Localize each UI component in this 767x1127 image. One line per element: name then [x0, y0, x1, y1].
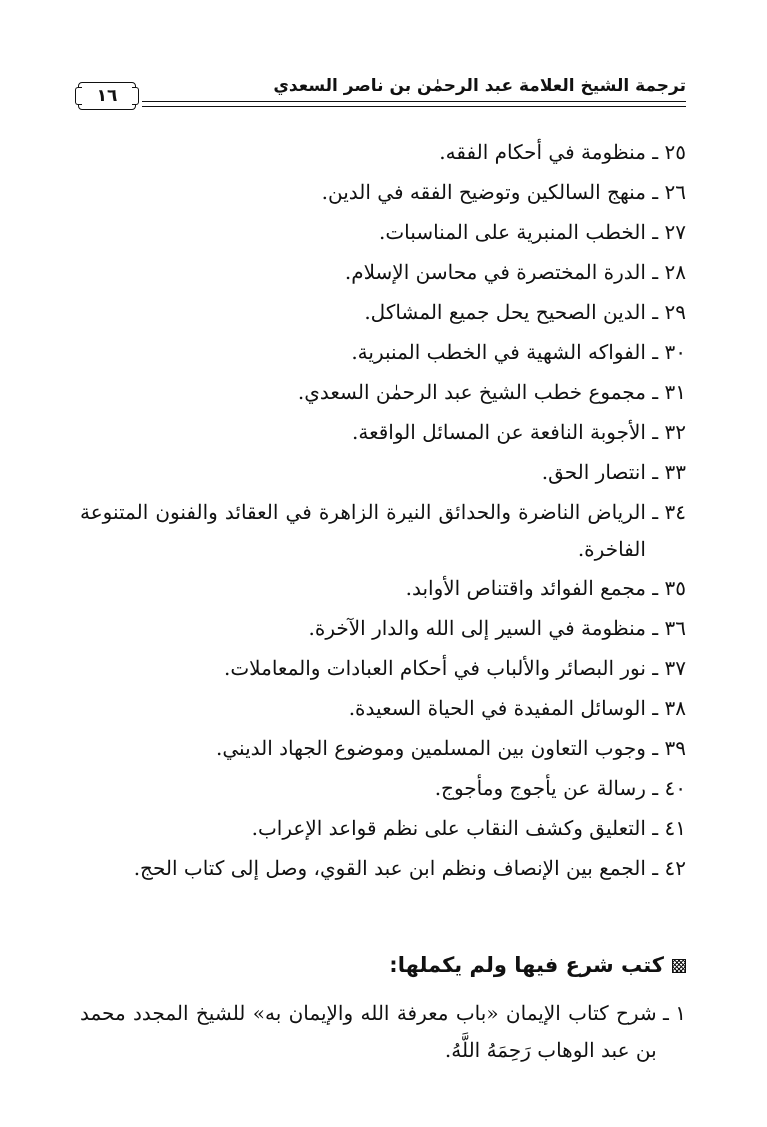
list-item: [80, 848, 686, 888]
item-number: ٢٧ ـ: [645, 220, 686, 244]
list-item: [80, 412, 686, 452]
item-number: ٤١ ـ: [645, 816, 686, 840]
list-item: [80, 648, 686, 688]
item-text: الخطب المنبرية على المناسبات.: [379, 220, 646, 244]
item-number: ٣٥ ـ: [645, 576, 686, 600]
list-item: [80, 452, 686, 492]
item-text: الرياض الناضرة والحدائق النيرة الزاهرة في العقائد والفنون المتنوعة الفاخرة.: [80, 500, 646, 561]
item-number: ٢٦ ـ: [645, 180, 686, 204]
list-item: [80, 688, 686, 728]
item-text: الأجوبة النافعة عن المسائل الواقعة.: [352, 420, 646, 444]
item-number: ٢٨ ـ: [645, 260, 686, 284]
item-text: منظومة في أحكام الفقه.: [439, 140, 646, 164]
item-text: نور البصائر والألباب في أحكام العبادات والمعاملات.: [224, 656, 646, 680]
item-text: منهج السالكين وتوضيح الفقه في الدين.: [321, 180, 646, 204]
header-rule-bottom: [142, 106, 686, 107]
item-number: ٣٩ ـ: [645, 736, 686, 760]
item-number: ٤٢ ـ: [645, 856, 686, 880]
list-item: [80, 568, 686, 608]
list-item: [80, 808, 686, 848]
item-text: رسالة عن يأجوج ومأجوج.: [434, 776, 646, 800]
item-text: الجمع بين الإنصاف ونظم ابن عبد القوي، وصل إلى كتاب الحج.: [133, 856, 646, 880]
item-number: ٣٣ ـ: [645, 460, 686, 484]
item-text: مجمع الفوائد واقتناص الأوابد.: [405, 576, 646, 600]
unfinished-works-list: [80, 995, 686, 1069]
item-text: منظومة في السير إلى الله والدار الآخرة.: [308, 616, 646, 640]
item-number: ٣٨ ـ: [645, 696, 686, 720]
list-item: [80, 132, 686, 172]
page-number-frame: [78, 82, 136, 110]
page-number: ١٦: [96, 86, 118, 106]
item-number: ٤٠ ـ: [645, 776, 686, 800]
list-item: [80, 212, 686, 252]
section-heading: [80, 945, 686, 985]
item-number: ٣٤ ـ: [645, 500, 686, 524]
item-number: ٢٩ ـ: [645, 300, 686, 324]
list-item: [80, 372, 686, 412]
list-item: [80, 728, 686, 768]
list-item: [80, 252, 686, 292]
item-text: وجوب التعاون بين المسلمين وموضوع الجهاد الديني.: [216, 736, 646, 760]
list-item: [80, 292, 686, 332]
ornament-square-icon: [672, 959, 686, 973]
item-text: التعليق وكشف النقاب على نظم قواعد الإعراب.: [251, 816, 646, 840]
item-number: ١ ـ: [656, 1001, 686, 1025]
item-text: انتصار الحق.: [541, 460, 646, 484]
item-number: ٢٥ ـ: [645, 140, 686, 164]
list-item: [80, 608, 686, 648]
running-header: [78, 76, 686, 116]
item-number: ٣٢ ـ: [645, 420, 686, 444]
item-number: ٣٧ ـ: [645, 656, 686, 680]
works-list: [80, 132, 686, 888]
item-text: الدين الصحيح يحل جميع المشاكل.: [364, 300, 646, 324]
item-text: الوسائل المفيدة في الحياة السعيدة.: [348, 696, 646, 720]
item-number: ٣١ ـ: [645, 380, 686, 404]
item-text: شرح كتاب الإيمان «باب معرفة الله والإيمان به» للشيخ المجدد محمد بن عبد الوهاب رَحِمَهُ اللَّهُ.: [80, 1001, 657, 1062]
section-heading-text: كتب شرع فيها ولم يكملها:: [389, 953, 664, 977]
header-rule-top: [142, 101, 686, 102]
list-item: [80, 332, 686, 372]
list-item: [80, 172, 686, 212]
item-number: ٣٠ ـ: [645, 340, 686, 364]
header-title: ترجمة الشيخ العلامة عبد الرحمٰن بن ناصر السعدي: [273, 76, 686, 96]
list-item: [80, 995, 686, 1069]
item-text: مجموع خطب الشيخ عبد الرحمٰن السعدي.: [297, 380, 646, 404]
item-text: الدرة المختصرة في محاسن الإسلام.: [344, 260, 646, 284]
list-item: [80, 492, 686, 568]
item-number: ٣٦ ـ: [645, 616, 686, 640]
list-item: [80, 768, 686, 808]
item-text: الفواكه الشهية في الخطب المنبرية.: [351, 340, 646, 364]
